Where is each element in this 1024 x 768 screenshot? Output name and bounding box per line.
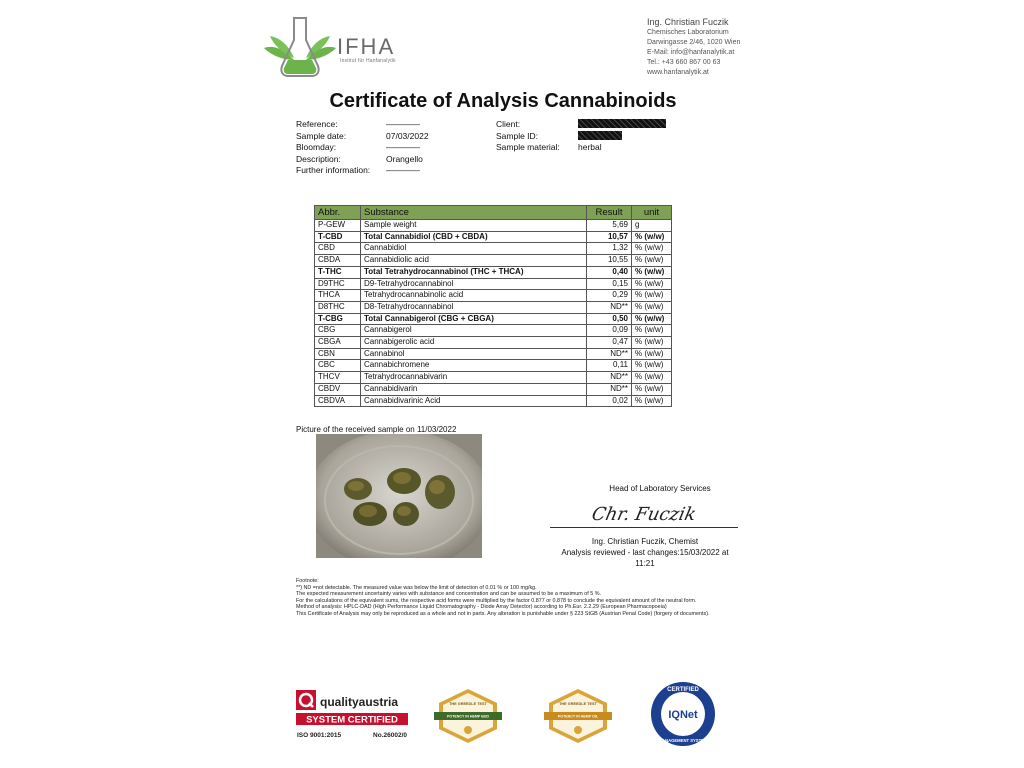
signature-heading: Head of Laboratory Services (609, 484, 711, 493)
qa-number: No.26002/0 (373, 732, 407, 739)
cell-abbr: CBDV (315, 383, 361, 395)
meta-row-description (296, 154, 429, 166)
cell-substance: Cannabichromene (361, 360, 587, 372)
footnote-line: For the calculations of the equivalent sums, the respective acid forms were multiplied by the factor 0.877 or 0.878 to conclude the equivalent amount of the neutral form. (296, 597, 697, 604)
meta-value: 07/03/2022 (386, 130, 429, 141)
cell-unit: % (w/w) (632, 395, 672, 407)
table-row (315, 313, 672, 325)
logo-wordmark: IFHA (337, 34, 396, 59)
cell-substance: Total Cannabigerol (CBG + CBGA) (361, 313, 587, 325)
results-table (314, 205, 672, 407)
col-header-abbr: Abbr. (315, 206, 361, 220)
cell-unit: % (w/w) (632, 243, 672, 255)
cell-substance: Total Cannabidiol (CBD + CBDA) (361, 231, 587, 243)
cell-unit: % (w/w) (632, 266, 672, 278)
cell-abbr: CBC (315, 360, 361, 372)
cell-unit: % (w/w) (632, 383, 672, 395)
cell-result: 0,50 (587, 313, 632, 325)
cell-unit: % (w/w) (632, 325, 672, 337)
signature-line (550, 527, 738, 528)
table-row (315, 231, 672, 243)
lab-line: Darwingasse 2/46, 1020 Wien (647, 39, 741, 46)
lab-line: E-Mail: info@hanfanalytik.at (647, 49, 735, 56)
cell-substance: Cannabidiol (361, 243, 587, 255)
table-row (315, 243, 672, 255)
cell-result: 1,32 (587, 243, 632, 255)
cell-abbr: THCV (315, 372, 361, 384)
meta-label: Client: (496, 119, 521, 129)
cell-substance: Cannabidivarin (361, 383, 587, 395)
sample-photo (316, 434, 482, 558)
meta-value: Orangello (386, 153, 423, 164)
logo-subtitle: Institut für Hanfanalytik (340, 58, 396, 64)
cell-result: 0,11 (587, 360, 632, 372)
cell-abbr: CBD (315, 243, 361, 255)
cell-substance: Cannabinol (361, 348, 587, 360)
meta-row-further-info (296, 165, 429, 177)
quality-austria-badge (295, 688, 411, 744)
cell-unit: % (w/w) (632, 348, 672, 360)
meta-label: Description: (296, 153, 341, 164)
iqnet-certified-badge (650, 681, 716, 747)
cell-unit: % (w/w) (632, 231, 672, 243)
review-line: Analysis reviewed - last changes:15/03/2022 at (561, 548, 729, 557)
meta-label: Reference: (296, 119, 338, 129)
meta-row-sample-material (496, 142, 666, 154)
seal-top-text: THE GREEDLE TEST (449, 702, 487, 706)
cell-substance: Cannabidiolic acid (361, 255, 587, 267)
table-row (315, 325, 672, 337)
cell-abbr: T-THC (315, 266, 361, 278)
cell-unit: % (w/w) (632, 255, 672, 267)
qa-banner: SYSTEM CERTIFIED (306, 714, 398, 726)
iqnet-center-text: IQNet (668, 709, 698, 721)
cell-result: 10,55 (587, 255, 632, 267)
footnote-line: Footnote: (296, 578, 319, 584)
lab-line: www.hanfanalytik.at (647, 69, 709, 76)
qa-brand: qualityaustria (320, 695, 399, 709)
redacted-client (578, 119, 666, 128)
cell-substance: D9-Tetrahydrocannabinol (361, 278, 587, 290)
iqnet-bottom-text: MANAGEMENT SYSTEM (658, 738, 708, 743)
lab-name: Ing. Christian Fuczik (647, 17, 729, 27)
cell-abbr: CBN (315, 348, 361, 360)
seal-top-text: THE GREEDLE TEST (559, 702, 597, 706)
col-header-substance: Substance (361, 206, 587, 220)
cell-unit: % (w/w) (632, 372, 672, 384)
table-row (315, 255, 672, 267)
cell-unit: % (w/w) (632, 313, 672, 325)
cell-unit: % (w/w) (632, 278, 672, 290)
footnote-line: The expected measurement uncertainty varies with substance and concentration and can be assumed to be a maximum of 5 %. (296, 591, 602, 598)
meta-value: herbal (578, 142, 602, 152)
cell-result: 0,15 (587, 278, 632, 290)
table-header-row (315, 206, 672, 220)
table-row (315, 290, 672, 302)
cell-result: ND** (587, 383, 632, 395)
table-row (315, 383, 672, 395)
table-row (315, 278, 672, 290)
cell-result: 0,09 (587, 325, 632, 337)
col-header-result: Result (587, 206, 632, 220)
cell-abbr: CBG (315, 325, 361, 337)
footnote (296, 578, 756, 618)
seal-band-text: POTENCY IN HEMP OIL (557, 714, 599, 719)
seal-band-text: POTENCY IN HEMP BUD (447, 714, 489, 719)
meta-row-sample-date (296, 131, 429, 143)
sample-info-left (296, 119, 429, 177)
cell-abbr: CBDVA (315, 395, 361, 407)
table-row (315, 348, 672, 360)
redacted-sample-id (578, 131, 622, 140)
cell-substance: Total Tetrahydrocannabinol (THC + THCA) (361, 266, 587, 278)
cell-substance: Sample weight (361, 220, 587, 232)
meta-label: Sample date: (296, 130, 347, 141)
cell-unit: % (w/w) (632, 301, 672, 313)
cell-substance: Tetrahydrocannabinolic acid (361, 290, 587, 302)
cell-unit: g (632, 220, 672, 232)
footnote-line: **) ND =not detectable. The measured value was below the limit of detection of 0.01 % or 100 mg/kg. (296, 584, 537, 591)
cell-result: ND** (587, 301, 632, 313)
cell-abbr: THCA (315, 290, 361, 302)
greedle-test-seal-oil (544, 688, 612, 744)
table-row (315, 360, 672, 372)
table-row (315, 337, 672, 349)
meta-label: Further information: (296, 165, 371, 175)
meta-row-client (496, 119, 666, 131)
table-row (315, 301, 672, 313)
meta-value: ———— (386, 142, 420, 152)
signatory-block (545, 536, 745, 569)
seal-star-icon (464, 726, 472, 734)
lab-line: Tel.: +43 660 867 00 63 (647, 59, 721, 66)
meta-value: ———— (386, 165, 420, 175)
table-row (315, 220, 672, 232)
picture-caption: Picture of the received sample on 11/03/2022 (296, 425, 457, 434)
cell-abbr: D9THC (315, 278, 361, 290)
signature-text: Chr. Fuczik (590, 504, 698, 525)
cell-abbr: T-CBG (315, 313, 361, 325)
cell-result: 0,40 (587, 266, 632, 278)
footnote-line: Method of analysis: HPLC-DAD (High Performance Liquid Chromatography - Diode Array Detector) according to Ph.Eur. 2.2.29 (European Pharmacopoeia) (296, 604, 667, 611)
sample-info-right (496, 119, 666, 154)
meta-label: Sample ID: (496, 130, 539, 141)
cell-abbr: T-CBD (315, 231, 361, 243)
cell-result: 10,57 (587, 231, 632, 243)
iqnet-top-text: CERTIFIED (667, 687, 699, 693)
table-row (315, 395, 672, 407)
cell-substance: Tetrahydrocannabivarin (361, 372, 587, 384)
lab-address-block (647, 16, 740, 78)
cell-substance: D8-Tetrahydrocannabinol (361, 301, 587, 313)
page-title: Certificate of Analysis Cannabinoids (329, 90, 677, 112)
cell-unit: % (w/w) (632, 290, 672, 302)
results-body (315, 220, 672, 407)
cell-substance: Cannabigerol (361, 325, 587, 337)
cell-unit: % (w/w) (632, 337, 672, 349)
cell-substance: Cannabigerolic acid (361, 337, 587, 349)
cell-result: 5,69 (587, 220, 632, 232)
table-row (315, 372, 672, 384)
signature-image (590, 496, 700, 528)
lab-line: Chemisches Laboratorium (647, 29, 729, 36)
cell-abbr: CBGA (315, 337, 361, 349)
cell-result: 0,47 (587, 337, 632, 349)
meta-row-reference (296, 119, 429, 131)
meta-row-sample-id (496, 131, 666, 143)
qa-iso: ISO 9001:2015 (297, 732, 342, 739)
meta-row-bloomday (296, 142, 429, 154)
leaf-flask-icon (264, 18, 336, 76)
cell-abbr: D8THC (315, 301, 361, 313)
meta-label: Bloomday: (296, 142, 337, 152)
cell-substance: Cannabidivarinic Acid (361, 395, 587, 407)
table-row (315, 266, 672, 278)
cell-result: 0,02 (587, 395, 632, 407)
meta-label: Sample material: (496, 142, 560, 152)
cell-result: 0,29 (587, 290, 632, 302)
review-time: 11:21 (635, 559, 655, 568)
footnote-line: This Certificate of Analysis may only be reproduced as a whole and not in parts. Any alteration is punishable under § 223 StGB (Austrian Penal Code) (forgery of documents). (296, 610, 710, 617)
signatory-name: Ing. Christian Fuczik, Chemist (591, 537, 699, 546)
cell-abbr: P-GEW (315, 220, 361, 232)
col-header-unit: unit (632, 206, 672, 220)
cell-abbr: CBDA (315, 255, 361, 267)
cell-result: ND** (587, 372, 632, 384)
greedle-test-seal-bud (434, 688, 502, 744)
meta-value: ———— (386, 119, 420, 129)
cell-unit: % (w/w) (632, 360, 672, 372)
seal-star-icon (574, 726, 582, 734)
cell-result: ND** (587, 348, 632, 360)
